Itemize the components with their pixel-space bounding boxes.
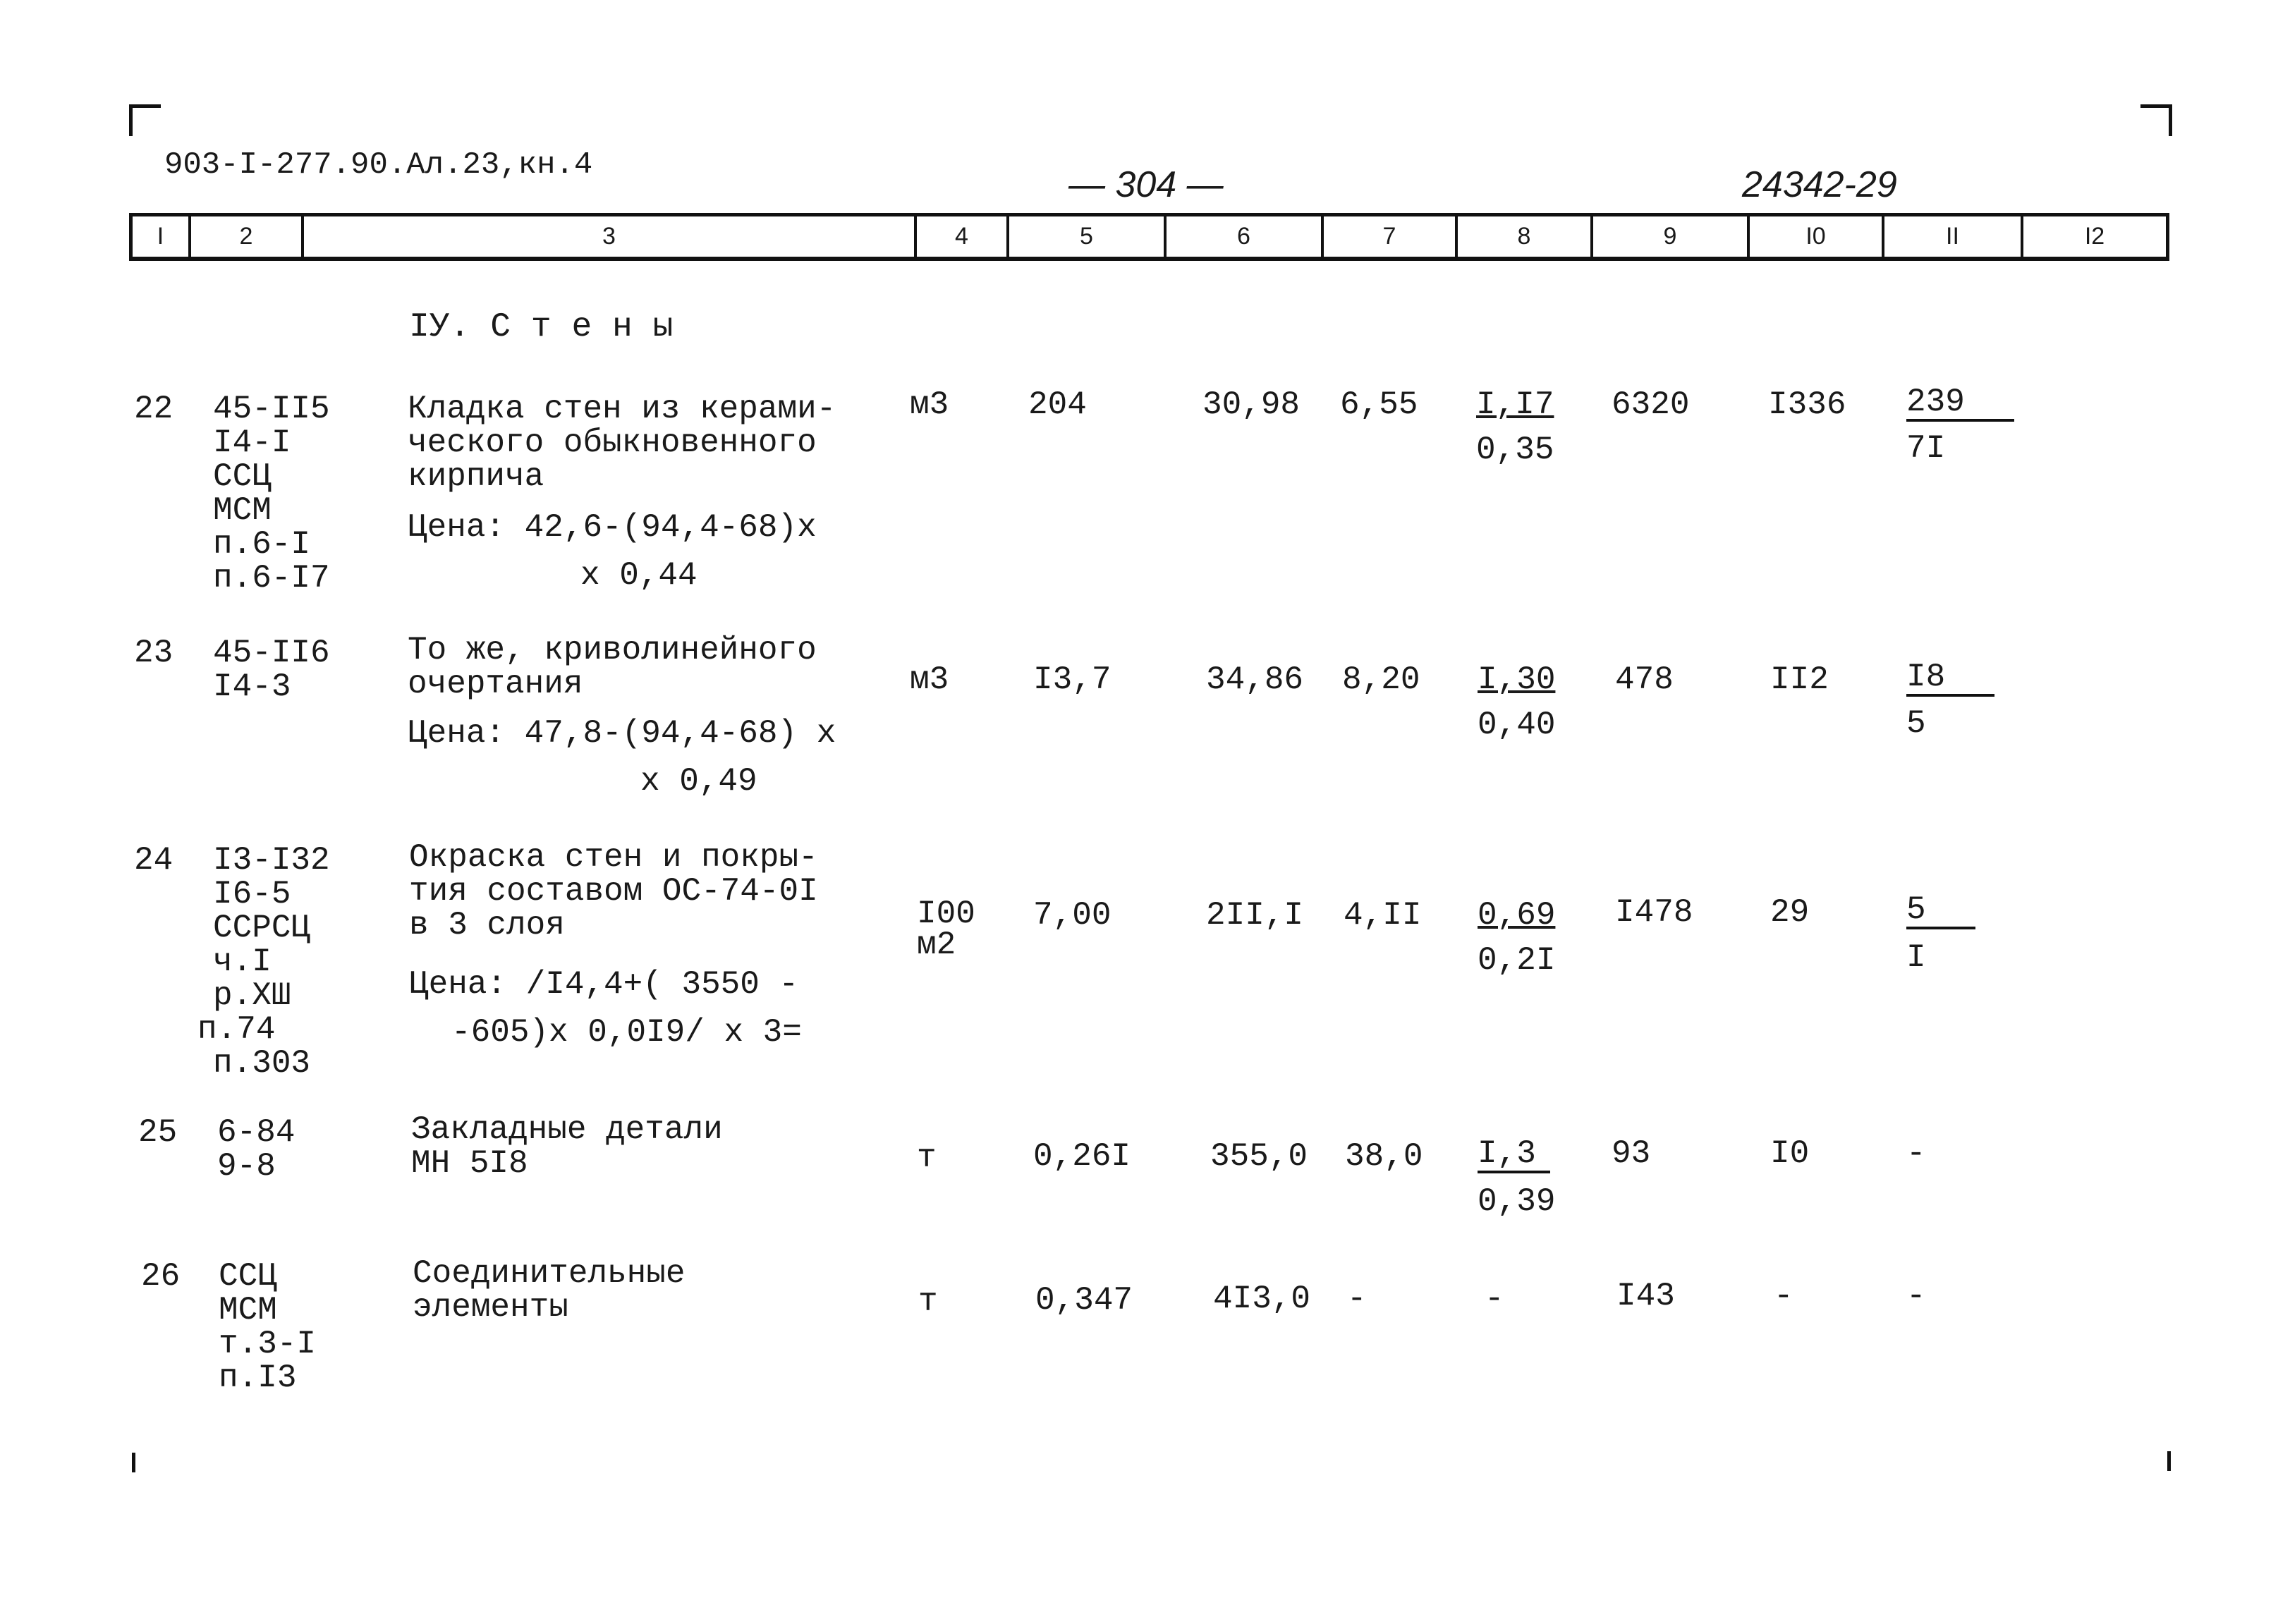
row-quantity: I3,7 (1033, 661, 1111, 698)
row-col8-top: I,30 (1478, 661, 1556, 698)
row-col6: 4I3,0 (1213, 1281, 1311, 1317)
row-col9: 478 (1615, 661, 1674, 698)
row-unit: м3 (910, 386, 949, 423)
row-col11-bottom: I (1906, 939, 1926, 976)
row-col9: I43 (1616, 1278, 1675, 1314)
row-col9: 6320 (1612, 386, 1690, 423)
row-quantity: 204 (1028, 386, 1087, 423)
column-header-9: 9 (1663, 223, 1677, 250)
row-description: Окраска стен и покры- тия составом ОС-74-0I в 3 слоя (409, 839, 818, 944)
section-title: IУ. С т е н ы (409, 308, 674, 346)
row-description: Закладные детали МН 5I8 (411, 1111, 723, 1182)
column-header-5: 5 (1080, 223, 1093, 250)
row-codes: I3-I32 I6-5 ССРСЦ ч.I р.XШ п.74 п.303 (197, 842, 330, 1082)
column-header-3: 3 (602, 223, 616, 250)
row-col10: I336 (1768, 386, 1846, 423)
row-col7: 38,0 (1345, 1138, 1423, 1175)
row-col8-top: I,I7 (1476, 386, 1554, 423)
row-number: 22 (134, 391, 173, 427)
row-col9: I478 (1615, 894, 1693, 931)
row-col7: 4,II (1344, 897, 1422, 934)
row-col8-bottom: 0,35 (1476, 432, 1554, 468)
row-col8-bottom: 0,39 (1478, 1183, 1556, 1220)
row-col9: 93 (1612, 1135, 1651, 1172)
row-unit: I00 м2 (917, 896, 975, 963)
column-header-6: 6 (1237, 223, 1250, 250)
column-header-4: 4 (955, 223, 968, 250)
column-header-10: I0 (1805, 223, 1826, 250)
row-col8-top: - (1485, 1281, 1504, 1317)
corner-mark-bottom-right (2167, 1451, 2171, 1471)
row-unit: т (917, 1140, 937, 1176)
column-header-12: I2 (2084, 223, 2105, 250)
document-code: 903-I-277.90.Ал.23,кн.4 (164, 147, 593, 183)
row-col6: 34,86 (1206, 661, 1304, 698)
sheet-code: 24342-29 (1742, 164, 1897, 205)
row-quantity: 7,00 (1033, 897, 1111, 934)
row-unit: м3 (910, 661, 949, 698)
row-col6: 2II,I (1206, 897, 1304, 934)
row-quantity: 0,26I (1033, 1138, 1131, 1175)
column-header-11: II (1946, 223, 1959, 250)
corner-mark-bottom-left (132, 1453, 135, 1472)
row-col8-bottom: 0,2I (1478, 942, 1556, 979)
row-col11-top: 5 (1906, 893, 1975, 929)
row-quantity: 0,347 (1035, 1282, 1133, 1319)
row-codes: 45-II5 I4-I ССЦ МСМ п.6-I п.6-I7 (213, 391, 330, 597)
row-col10: 29 (1770, 894, 1810, 931)
page-number: — 304 — (1068, 164, 1224, 205)
row-col10: I0 (1770, 1135, 1810, 1172)
row-codes: ССЦ МСМ т.3-I п.I3 (219, 1258, 317, 1396)
row-col11-top: 239 (1906, 385, 2014, 422)
corner-mark-top-right (2140, 104, 2172, 136)
row-number: 25 (138, 1114, 178, 1151)
row-col6: 30,98 (1202, 386, 1301, 423)
row-col7: 6,55 (1340, 386, 1418, 423)
row-number: 26 (141, 1258, 181, 1295)
row-codes: 45-II6 I4-3 (213, 635, 330, 705)
row-col11-bottom: 7I (1906, 430, 1946, 467)
row-col8-top: I,3 (1478, 1137, 1550, 1173)
row-col6: 355,0 (1210, 1138, 1308, 1175)
row-description: Кладка стен из керами- ческого обыкновенного кирпича (408, 391, 836, 495)
row-price-formula: Цена: /I4,4+( 3550 - -605)х 0,0I9/ х 3= (409, 966, 802, 1051)
row-col7: - (1347, 1281, 1367, 1317)
row-col11-top: - (1906, 1278, 1926, 1314)
column-header-1: I (157, 223, 164, 250)
row-col11-bottom: 5 (1906, 705, 1926, 742)
row-col11-top: - (1906, 1135, 1926, 1172)
row-col7: 8,20 (1342, 661, 1420, 698)
row-price-formula: Цена: 47,8-(94,4-68) х x 0,49 (408, 715, 836, 800)
row-codes: 6-84 9-8 (217, 1114, 296, 1185)
row-description: То же, криволинейного очертания (408, 632, 817, 702)
row-col10: II2 (1770, 661, 1829, 698)
row-col8-top: 0,69 (1478, 897, 1556, 934)
column-header-7: 7 (1382, 223, 1396, 250)
row-col8-bottom: 0,40 (1478, 707, 1556, 743)
row-number: 24 (134, 842, 173, 879)
row-number: 23 (134, 635, 173, 671)
corner-mark-top-left (129, 104, 161, 136)
row-price-formula: Цена: 42,6-(94,4-68)х x 0,44 (408, 509, 817, 594)
column-header-2: 2 (239, 223, 253, 250)
row-col10: - (1774, 1278, 1793, 1314)
row-unit: т (918, 1283, 938, 1320)
row-col11-top: I8 (1906, 660, 1994, 697)
row-description: Соединительные элементы (413, 1255, 686, 1326)
column-header-8: 8 (1517, 223, 1531, 250)
